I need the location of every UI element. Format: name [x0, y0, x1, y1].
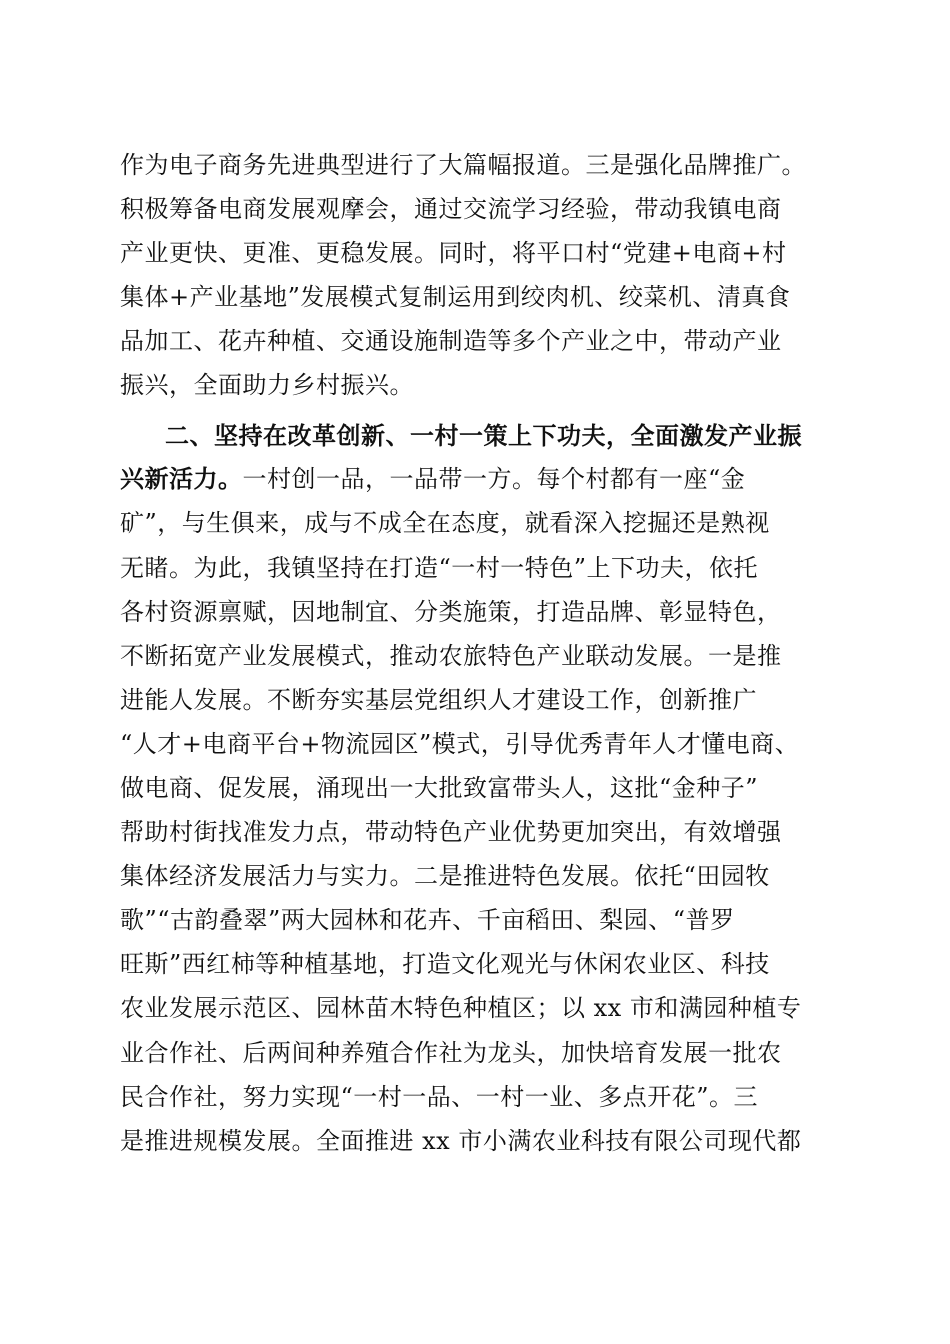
- section-heading-line-2: 兴新活力。: [120, 465, 243, 493]
- paragraph2-line-16: 民合作社，努力实现“一村一品、一村一业、多点开花”。三: [120, 1083, 759, 1111]
- paragraph1-line-1: 作为电子商务先进典型进行了大篇幅报道。三是强化品牌推广。: [120, 151, 806, 179]
- paragraph2-line-6: 不断拓宽产业发展模式，推动农旅特色产业联动发展。一是推: [120, 642, 782, 670]
- paragraph2-line-15: 业合作社、后两间种养殖合作社为龙头，加快培育发展一批农: [120, 1039, 782, 1067]
- paragraph2-line-14: 农业发展示范区、园林苗木特色种植区；以 xx 市和满园种植专: [120, 994, 802, 1022]
- paragraph1-line-5: 品加工、花卉种植、交通设施制造等多个产业之中，带动产业: [120, 327, 782, 355]
- paragraph2-line-2: [120, 464, 830, 494]
- paragraph2-line-7: 进能人发展。不断夯实基层党组织人才建设工作，创新推广: [120, 686, 757, 714]
- paragraph2-line-13: 旺斯”西红柿等种植基地，打造文化观光与休闲农业区、科技: [120, 950, 770, 978]
- paragraph2-line-10: 帮助村街找准发力点，带动特色产业优势更加突出，有效增强: [120, 818, 782, 846]
- paragraph2-line-3: 矿”，与生俱来，成与不成全在态度，就看深入挖掘还是熟视: [120, 509, 770, 537]
- paragraph2-line-12: 歌”“古韵叠翠”两大园林和花卉、千亩稻田、梨园、“普罗: [120, 906, 735, 934]
- section-heading-line-1: 二、坚持在改革创新、一村一策上下功夫，全面激发产业振: [165, 422, 802, 450]
- paragraph2-line-8: “人才+电商平台+物流园区”模式，引导优秀青年人才懂电商、: [120, 730, 800, 758]
- paragraph2-line-2-text: 一村创一品，一品带一方。每个村都有一座“金: [242, 465, 746, 493]
- paragraph1-line-4: 集体+产业基地”发展模式复制运用到绞肉机、绞菜机、清真食: [120, 283, 791, 311]
- paragraph2-line-4: 无睹。为此，我镇坚持在打造“一村一特色”上下功夫，依托: [120, 554, 759, 582]
- paragraph2-line-5: 各村资源禀赋，因地制宜、分类施策，打造品牌、彰显特色，: [120, 598, 782, 626]
- paragraph2-line-9: 做电商、促发展，涌现出一大批致富带头人，这批“金种子”: [120, 774, 759, 802]
- paragraph1-line-3: 产业更快、更准、更稳发展。同时，将平口村“党建+电商+村: [120, 239, 787, 267]
- paragraph1-line-6: 振兴，全面助力乡村振兴。: [120, 371, 414, 399]
- paragraph2-line-17: 是推进规模发展。全面推进 xx 市小满农业科技有限公司现代都: [120, 1127, 802, 1155]
- paragraph1-line-2: 积极筹备电商发展观摩会，通过交流学习经验，带动我镇电商: [120, 195, 782, 223]
- paragraph2-line-11: 集体经济发展活力与实力。二是推进特色发展。依托“田园牧: [120, 862, 770, 890]
